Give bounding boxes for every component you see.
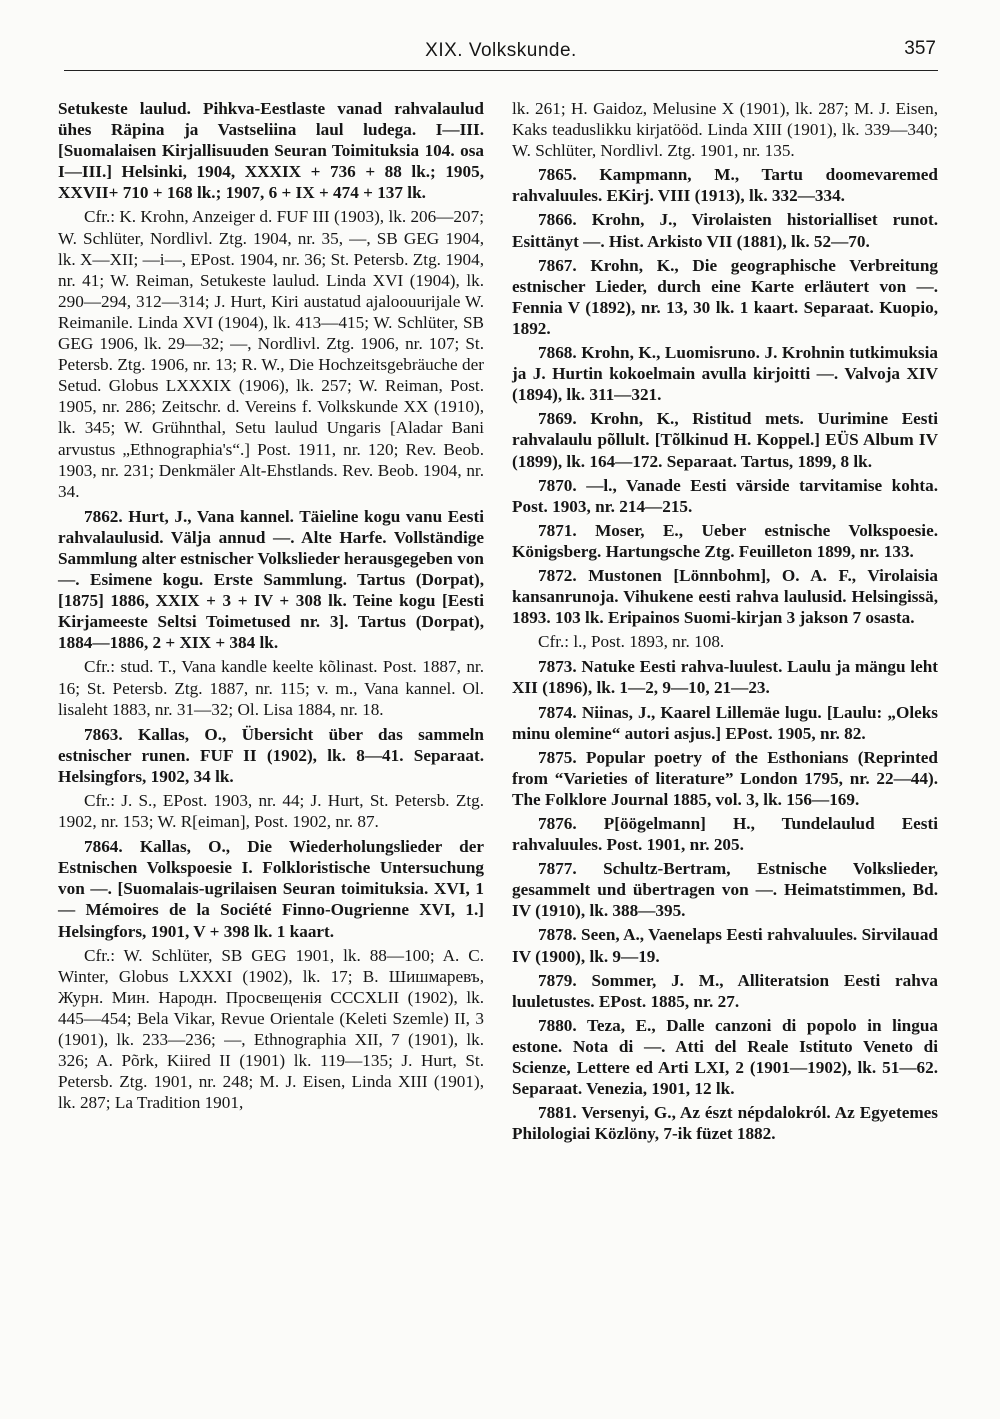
page-number: 357: [904, 38, 936, 59]
running-head: [64, 36, 938, 71]
bib-entry-7877: 7877. Schultz-Bertram, Estnische Volkslieder, gesammelt und übertragen von —. Heimatstimmen, Bd. IV (1910), lk. 388—395.: [512, 859, 938, 921]
left-column: [58, 98, 484, 1117]
cfr-7862: Cfr.: stud. T., Vana kandle keelte kõlinast. Post. 1887, nr. 16; St. Petersb. Ztg. 1887, nr. 115; v. m., Vana kannel. Ol. lisaleht 1883, nr. 31—32; Ol. Lisa 1884, nr. 18.: [58, 657, 484, 719]
bib-entry-7867: 7867. Krohn, K., Die geographische Verbreitung estnischer Lieder, durch eine Karte erläutert von —. Fennia V (1892), nr. 13, 30 lk. 1 kaart. Separaat. Kuopio, 1892.: [512, 255, 938, 338]
bib-entry-7864: 7864. Kallas, O., Die Wiederholungslieder der Estnischen Volkspoesie I. Folkloristische Untersuchung von —. [Suomalais-ugrilaisen Seuran toimituksia. XVI, 1 — Mémoires de la Société Finno-Ougrienne XVI, 1.] Helsingfors, 1901, V + 398 lk. 1 kaart.: [58, 837, 484, 941]
bib-entry-7875: 7875. Popular poetry of the Esthonians (Reprinted from “Varieties of literature” London 1795, nr. 22—44). The Folklore Journal 1885, vol. 3, lk. 156—169.: [512, 747, 938, 809]
bib-entry-7881: 7881. Versenyi, G., Az észt népdalokról. Az Egyetemes Philologiai Közlöny, 7-ik füzet 1882.: [512, 1103, 938, 1144]
bib-entry-7869: 7869. Krohn, K., Ristitud mets. Uurimine Eesti rahvalaulu põllult. [Tõlkinud H. Koppel.] EÜS Album IV (1899), lk. 164—172. Separaat. Tartus, 1899, 8 lk.: [512, 409, 938, 471]
bib-entry-7874: 7874. Niinas, J., Kaarel Lillemäe lugu. [Laulu: „Oleks minu olemine“ autori asjus.] EPost. 1905, nr. 82.: [512, 702, 938, 743]
cfr-setukeste-laulud: Cfr.: K. Krohn, Anzeiger d. FUF III (1903), lk. 206—207; W. Schlüter, Nordlivl. Ztg. 1904, nr. 35, —, SB GEG 1904, lk. X—XII; —i—, EPost. 1904, nr. 36; St. Petersb. Ztg. 1904, nr. 41; W. Reiman, Setukeste laulud. Linda XVI (1904), lk. 290—294, 312—314; J. Hurt, Kiri austatud ajaloouurijale W. Reimanile. Linda XVI (1904), lk. 413—415; W. Schlüter, SB GEG 1906, lk. 29—32; —, Nordlivl. Ztg. 1906, nr. 107; St. Petersb. Ztg. 1906, nr. 13; R. W., Die Hochzeitsgebräuche der Setud. Globus LXXXIX (1906), lk. 257; W. Reiman, Post. 1905, nr. 286; Zeitschr. d. Vereins f. Volkskunde XX (1910), lk. 345; W. Grühnthal, Setu laulud Ungaris [Aladar Bani arvustus „Ethnographia's“.] Post. 1911, nr. 120; Rev. Beob. 1903, nr. 231; Denkmäler Alt-Ehstlands. Rev. Beob. 1904, nr. 34.: [58, 207, 484, 501]
bib-entry-7870: 7870. —l., Vanade Eesti värside tarvitamise kohta. Post. 1903, nr. 214—215.: [512, 475, 938, 516]
cfr-7864: Cfr.: W. Schlüter, SB GEG 1901, lk. 88—100; A. C. Winter, Globus LXXXI (1902), lk. 17; В. Шишмаревъ, Журн. Мин. Народн. Просвещенія CCCXLII (1902), lk. 445—454; Bela Vikar, Revue Orientale (Keleti Szemle) II, 3 (1901), lk. 233—236; —, Ethnographia XII, 7 (1901), lk. 326; A. Põrk, Kiired II (1901) lk. 119—135; J. Hurt, St. Petersb. Ztg. 1901, nr. 248; M. J. Eisen, Linda XIII (1901), lk. 287; La Tradition 1901,: [58, 945, 484, 1113]
bib-entry-setukeste-laulud: Setukeste laulud. Pihkva-Eestlaste vanad rahvalaulud ühes Räpina ja Vastseliina laul ludega. I—III. [Suomalaisen Kirjallisuuden Seuran Toimituksia 104. osa I—III.] Helsinki, 1904, XXXIX + 736 + 88 lk.; 1905, XXVII+ 710 + 168 lk.; 1907, 6 + IX + 474 + 137 lk.: [58, 99, 484, 203]
bib-entry-7873: 7873. Natuke Eesti rahva-luulest. Laulu ja mängu leht XII (1896), lk. 1—2, 9—10, 21—23.: [512, 657, 938, 698]
bib-entry-7879: 7879. Sommer, J. M., Alliteratsion Eesti rahva luuletustes. EPost. 1885, nr. 27.: [512, 970, 938, 1011]
right-column: [512, 98, 938, 1147]
bib-entry-7863: 7863. Kallas, O., Übersicht über das sammeln estnischer runen. FUF II (1902), lk. 8—41. Separaat. Helsingfors, 1902, 34 lk.: [58, 724, 484, 786]
bib-entry-7866: 7866. Krohn, J., Virolaisten historialliset runot. Esittänyt —. Hist. Arkisto VII (1881), lk. 52—70.: [512, 210, 938, 251]
cfr-7863: Cfr.: J. S., EPost. 1903, nr. 44; J. Hurt, St. Petersb. Ztg. 1902, nr. 153; W. R[eiman], Post. 1902, nr. 87.: [58, 791, 484, 832]
bib-entry-7872: 7872. Mustonen [Lönnbohm], O. A. F., Virolaisia kansanrunoja. Vihukene eesti rahva laulusid. Helsingissä, 1893. 103 lk. Eripainos Suomi-kirjan 3 jakson 7 osasta.: [512, 565, 938, 628]
bib-entry-7876: 7876. P[öögelmann] H., Tundelaulud Eesti rahvaluules. Post. 1901, nr. 205.: [512, 814, 938, 855]
bib-entry-7878: 7878. Seen, A., Vaenelaps Eesti rahvaluules. Sirvilauad IV (1900), lk. 9—19.: [512, 925, 938, 966]
bib-entry-7862: 7862. Hurt, J., Vana kannel. Täieline kogu vanu Eesti rahvalaulusid. Välja annud —. Alte Harfe. Vollständige Sammlung alter estnischer Volkslieder herausgegeben von —. Esimene kogu. Erste Sammlung. Tartus (Dorpat), [1875] 1886, XXIX + 3 + IV + 308 lk. Teine kogu [Eesti Kirjameeste Seltsi Toimetused nr. 3]. Tartus (Dorpat), 1884—1886, 2 + XIX + 384 lk.: [58, 506, 484, 653]
running-title: XIX. Volkskunde.: [425, 40, 577, 61]
bib-entry-7865: 7865. Kampmann, M., Tartu doomevaremed rahvaluules. EKirj. VIII (1913), lk. 332—334.: [512, 165, 938, 206]
bib-entry-7880: 7880. Teza, E., Dalle canzoni di popolo in lingua estone. Nota di —. Atti del Reale Istituto Veneto di Scienze, Lettere ed Arti LXI, 2 (1901—1902), lk. 51—62. Separaat. Venezia, 1901, 12 lk.: [512, 1015, 938, 1099]
cfr-7864-continued: lk. 261; H. Gaidoz, Melusine X (1901), lk. 287; M. J. Eisen, Kaks teaduslikku kirjatööd. Linda XIII (1901), lk. 339—340; W. Schlüter, Nordlivl. Ztg. 1901, nr. 135.: [512, 99, 938, 161]
cfr-7872: Cfr.: l., Post. 1893, nr. 108.: [538, 632, 725, 652]
bib-entry-7868: 7868. Krohn, K., Luomisruno. J. Krohnin tutkimuksia ja J. Hurtin kokoelmain avulla kirjoitti —. Valvoja XIV (1894), lk. 311—321.: [512, 343, 938, 405]
bib-entry-7871: 7871. Moser, E., Ueber estnische Volkspoesie. Königsberg. Hartungsche Ztg. Feuilleton 1899, nr. 133.: [512, 520, 938, 561]
